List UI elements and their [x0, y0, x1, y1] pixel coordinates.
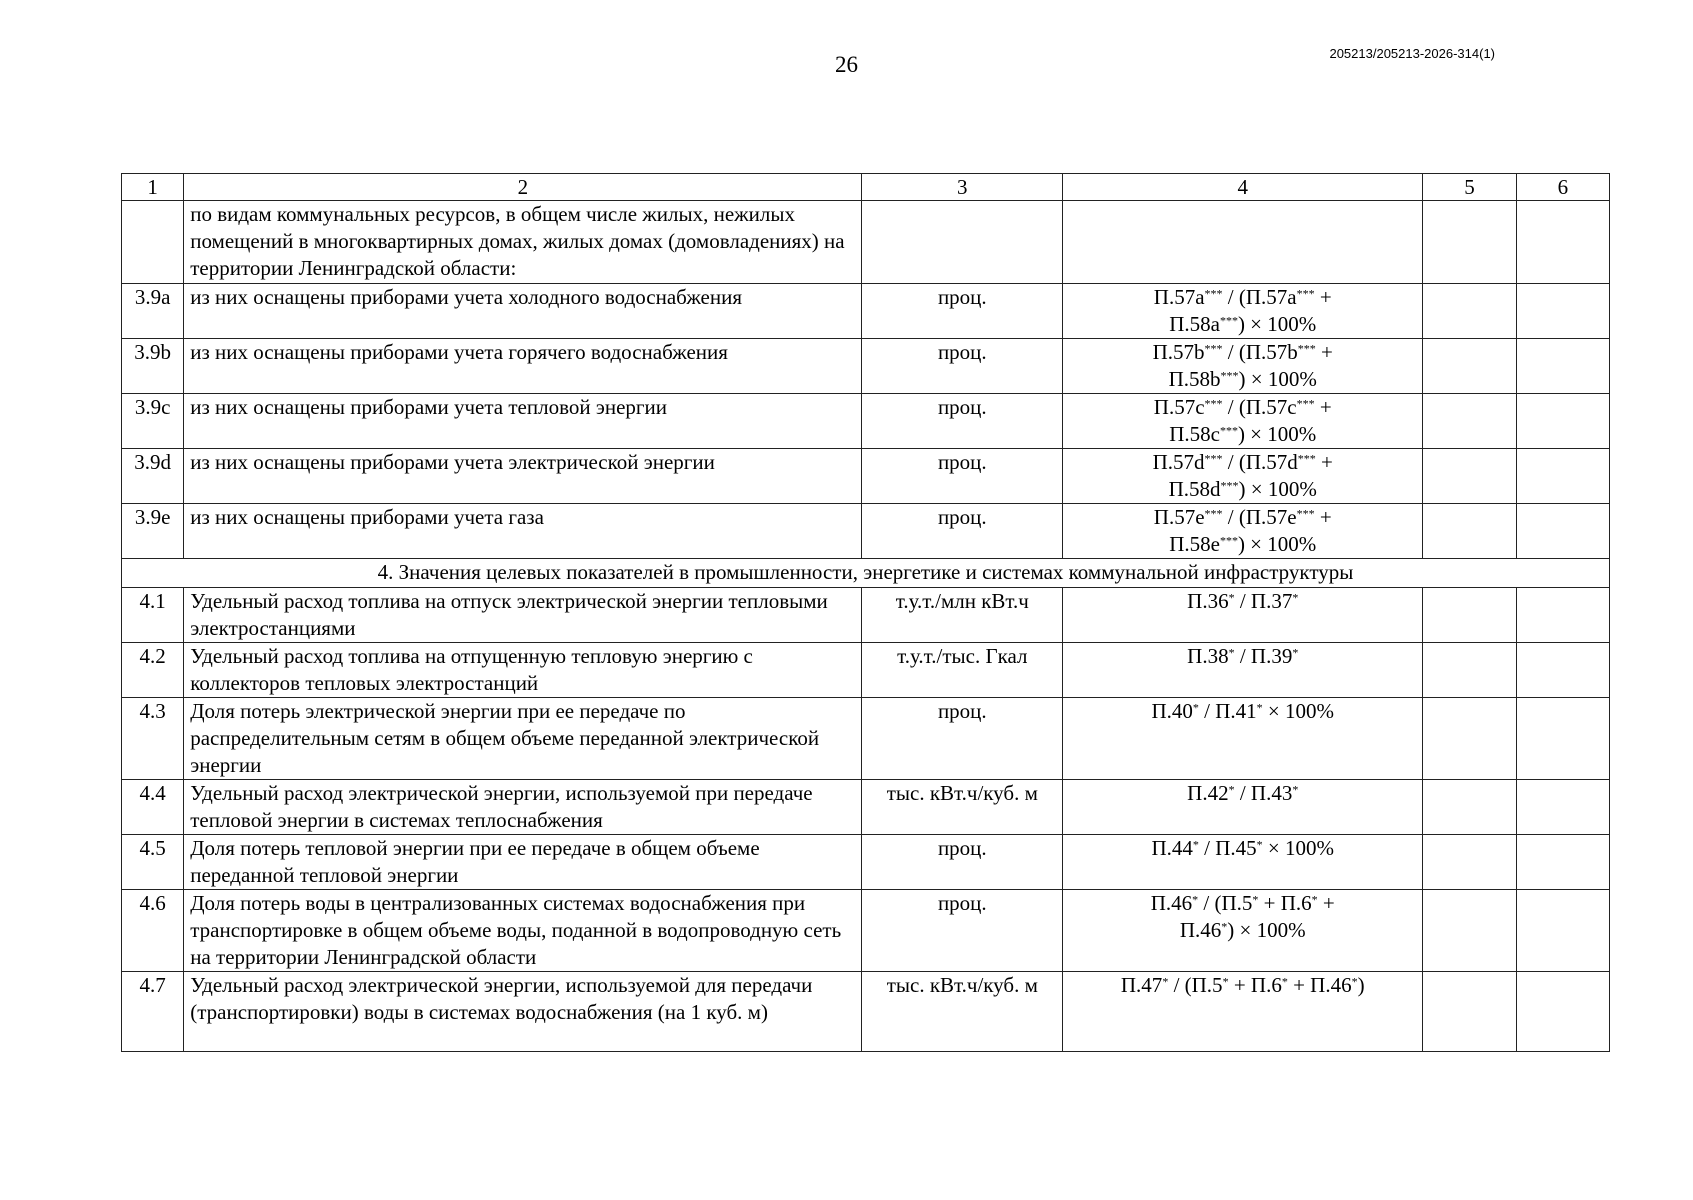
footnote-mark: *	[1292, 782, 1299, 797]
table-row	[122, 835, 1610, 890]
formula-part: ) × 100%	[1237, 422, 1317, 446]
formula-part: П.46	[1179, 918, 1222, 942]
column-header: 5	[1423, 174, 1516, 201]
formula-part: П.38	[1187, 644, 1229, 668]
table-row	[122, 698, 1610, 780]
formula-part: ) × 100%	[1237, 532, 1317, 556]
row-number: 3.9d	[122, 449, 184, 504]
footnote-mark: *	[1192, 700, 1199, 715]
indicator-name: Удельный расход электрической энергии, используемой для передачи (транспортировки) воды в системах водоснабжения (на 1 куб. м)	[184, 972, 862, 1052]
formula-part: + П.46	[1287, 973, 1352, 997]
row-number: 4.3	[122, 698, 184, 780]
page-number: 26	[835, 52, 858, 77]
footnote-mark: *	[1221, 919, 1228, 934]
column-number-row	[122, 174, 1610, 201]
footnote-mark: *	[1252, 892, 1259, 907]
formula-part: П.57e	[1153, 505, 1205, 529]
indicator-name: Доля потерь воды в централизованных системах водоснабжения при транспортировке в общем объеме воды, поданной в водопроводную сеть на территории Ленинградской области	[184, 890, 862, 972]
footnote-mark: *	[1292, 590, 1299, 605]
calculation-formula	[1063, 780, 1423, 835]
formula-part: П.47	[1120, 973, 1163, 997]
formula-part: П.57a	[1153, 285, 1205, 309]
footnote-mark: ***	[1219, 533, 1238, 548]
row-number: 4.2	[122, 643, 184, 698]
row-number: 4.4	[122, 780, 184, 835]
footnote-mark: ***	[1296, 286, 1315, 301]
table-row	[122, 504, 1610, 559]
table-row	[122, 449, 1610, 504]
unit-of-measure: проц.	[862, 394, 1063, 449]
calculation-formula	[1063, 504, 1423, 559]
row-number: 4.5	[122, 835, 184, 890]
formula-part: П.58d	[1168, 477, 1221, 501]
formula-part: / (П.57c	[1222, 395, 1297, 419]
column-header: 4	[1063, 174, 1423, 201]
empty-cell	[1516, 339, 1609, 394]
footnote-mark: ***	[1219, 313, 1238, 328]
footnote-mark: *	[1228, 645, 1235, 660]
indicator-name: из них оснащены приборами учета тепловой энергии	[184, 394, 862, 449]
empty-cell	[1423, 972, 1516, 1052]
footnote-mark: *	[1228, 782, 1235, 797]
unit-of-measure: проц.	[862, 698, 1063, 780]
indicator-name: Удельный расход топлива на отпуск электрической энергии тепловыми электростанциями	[184, 588, 862, 643]
footnote-mark: *	[1281, 974, 1288, 989]
unit-of-measure: тыс. кВт.ч/куб. м	[862, 780, 1063, 835]
footnote-mark: ***	[1204, 396, 1223, 411]
table-row	[122, 394, 1610, 449]
table-row	[122, 890, 1610, 972]
calculation-formula	[1063, 284, 1423, 339]
continuation-row	[122, 201, 1610, 284]
empty-cell	[1516, 201, 1609, 284]
empty-cell	[1423, 698, 1516, 780]
footnote-mark: *	[1351, 974, 1358, 989]
formula-part: +	[1314, 285, 1332, 309]
unit-of-measure: проц.	[862, 835, 1063, 890]
empty-cell	[1516, 449, 1609, 504]
section-header-row	[122, 559, 1610, 588]
section-title: 4. Значения целевых показателей в промышленности, энергетике и системах коммунальной инфраструктуры	[122, 559, 1610, 588]
calculation-formula	[1063, 643, 1423, 698]
formula-part: × 100%	[1262, 699, 1334, 723]
empty-cell	[1423, 780, 1516, 835]
formula-part: ) × 100%	[1237, 312, 1317, 336]
row-number: 4.6	[122, 890, 184, 972]
footnote-mark: *	[1292, 645, 1299, 660]
table-row	[122, 339, 1610, 394]
empty-cell	[1516, 835, 1609, 890]
unit-of-measure: проц.	[862, 449, 1063, 504]
footnote-mark: *	[1222, 974, 1229, 989]
calculation-formula	[1063, 394, 1423, 449]
column-header: 3	[862, 174, 1063, 201]
formula-part: +	[1317, 891, 1335, 915]
indicator-name: из них оснащены приборами учета холодного водоснабжения	[184, 284, 862, 339]
formula-part: +	[1315, 450, 1333, 474]
empty-cell	[1423, 284, 1516, 339]
footnote-mark: ***	[1204, 506, 1223, 521]
empty-cell	[1516, 780, 1609, 835]
formula-part: / (П.57d	[1222, 450, 1298, 474]
table-row	[122, 780, 1610, 835]
indicator-name: из них оснащены приборами учета газа	[184, 504, 862, 559]
empty-cell	[1516, 394, 1609, 449]
empty-cell	[1423, 201, 1516, 284]
footnote-mark: *	[1256, 837, 1263, 852]
unit-of-measure: т.у.т./млн кВт.ч	[862, 588, 1063, 643]
formula-part: П.42	[1187, 781, 1229, 805]
formula-part: П.58a	[1169, 312, 1220, 336]
formula-part: +	[1314, 505, 1332, 529]
formula-part: П.57b	[1152, 340, 1205, 364]
formula-part: / (П.57e	[1222, 505, 1297, 529]
indicator-name: Доля потерь тепловой энергии при ее передаче в общем объеме переданной тепловой энергии	[184, 835, 862, 890]
footnote-mark: *	[1192, 892, 1199, 907]
empty-cell	[1423, 588, 1516, 643]
unit-cell	[862, 201, 1063, 284]
indicator-name: из них оснащены приборами учета горячего водоснабжения	[184, 339, 862, 394]
empty-cell	[1516, 643, 1609, 698]
formula-part: +	[1315, 340, 1333, 364]
formula-part: / (П.5	[1168, 973, 1223, 997]
indicator-name: Удельный расход топлива на отпущенную тепловую энергию с коллекторов тепловых электростанций	[184, 643, 862, 698]
formula-part: / П.37	[1234, 589, 1293, 613]
row-number: 4.1	[122, 588, 184, 643]
formula-part: П.44	[1151, 836, 1193, 860]
unit-of-measure: проц.	[862, 504, 1063, 559]
indicators-table	[121, 173, 1610, 1052]
row-number: 3.9a	[122, 284, 184, 339]
footnote-mark: ***	[1204, 286, 1223, 301]
document-id: 205213/205213-2026-314(1)	[1329, 46, 1495, 61]
empty-cell	[1423, 835, 1516, 890]
empty-cell	[1516, 284, 1609, 339]
footnote-mark: ***	[1204, 341, 1223, 356]
footnote-mark: ***	[1297, 451, 1316, 466]
formula-part: П.57c	[1153, 395, 1205, 419]
formula-part: / (П.57b	[1222, 340, 1298, 364]
formula-part: / (П.5	[1198, 891, 1253, 915]
table-row	[122, 643, 1610, 698]
footnote-mark: *	[1228, 590, 1235, 605]
footnote-mark: ***	[1204, 451, 1223, 466]
empty-cell	[1423, 449, 1516, 504]
unit-of-measure: проц.	[862, 284, 1063, 339]
formula-part: П.46	[1150, 891, 1193, 915]
row-number: 3.9e	[122, 504, 184, 559]
footnote-mark: ***	[1296, 396, 1315, 411]
formula-part: П.58e	[1169, 532, 1220, 556]
unit-of-measure: проц.	[862, 339, 1063, 394]
formula-part: / (П.57a	[1222, 285, 1297, 309]
calculation-formula	[1063, 890, 1423, 972]
footnote-mark: *	[1192, 837, 1199, 852]
empty-cell	[1516, 698, 1609, 780]
empty-cell	[1516, 890, 1609, 972]
formula-part: П.57d	[1152, 450, 1205, 474]
empty-cell	[1423, 643, 1516, 698]
empty-cell	[1423, 504, 1516, 559]
indicator-name: Доля потерь электрической энергии при ее передаче по распределительным сетям в общем объеме переданной электрической энергии	[184, 698, 862, 780]
calculation-formula	[1063, 588, 1423, 643]
unit-of-measure: тыс. кВт.ч/куб. м	[862, 972, 1063, 1052]
formula-part: + П.6	[1258, 891, 1312, 915]
continuation-text: по видам коммунальных ресурсов, в общем числе жилых, нежилых помещений в многоквартирных домах, жилых домах (домовладениях) на территории Ленинградской области:	[184, 201, 862, 284]
table-row	[122, 588, 1610, 643]
footnote-mark: ***	[1220, 478, 1239, 493]
calculation-formula	[1063, 972, 1423, 1052]
footnote-mark: ***	[1219, 423, 1238, 438]
empty-cell	[1423, 339, 1516, 394]
row-number: 3.9b	[122, 339, 184, 394]
unit-of-measure: проц.	[862, 890, 1063, 972]
table-row	[122, 284, 1610, 339]
calculation-formula	[1063, 698, 1423, 780]
formula-part: П.58c	[1169, 422, 1220, 446]
number-cell	[122, 201, 184, 284]
formula-part: )	[1357, 973, 1365, 997]
calculation-formula	[1063, 339, 1423, 394]
column-header: 2	[184, 174, 862, 201]
formula-part: / П.43	[1234, 781, 1293, 805]
formula-part: П.58b	[1168, 367, 1221, 391]
formula-part: / П.45	[1198, 836, 1257, 860]
empty-cell	[1516, 504, 1609, 559]
footnote-mark: *	[1311, 892, 1318, 907]
formula-part: ) × 100%	[1227, 918, 1306, 942]
formula-cell	[1063, 201, 1423, 284]
footnote-mark: ***	[1220, 368, 1239, 383]
formula-part: × 100%	[1262, 836, 1334, 860]
formula-part: ) × 100%	[1238, 367, 1317, 391]
footnote-mark: *	[1256, 700, 1263, 715]
formula-part: П.40	[1151, 699, 1193, 723]
indicator-name: из них оснащены приборами учета электрической энергии	[184, 449, 862, 504]
column-header: 6	[1516, 174, 1609, 201]
empty-cell	[1423, 890, 1516, 972]
column-header: 1	[122, 174, 184, 201]
empty-cell	[1516, 588, 1609, 643]
calculation-formula	[1063, 835, 1423, 890]
formula-part: / П.39	[1234, 644, 1293, 668]
formula-part: / П.41	[1198, 699, 1257, 723]
footnote-mark: ***	[1296, 506, 1315, 521]
formula-part: П.36	[1187, 589, 1229, 613]
empty-cell	[1516, 972, 1609, 1052]
formula-part: + П.6	[1228, 973, 1282, 997]
empty-cell	[1423, 394, 1516, 449]
calculation-formula	[1063, 449, 1423, 504]
formula-part: ) × 100%	[1238, 477, 1317, 501]
unit-of-measure: т.у.т./тыс. Гкал	[862, 643, 1063, 698]
row-number: 4.7	[122, 972, 184, 1052]
indicator-name: Удельный расход электрической энергии, используемой при передаче тепловой энергии в системах теплоснабжения	[184, 780, 862, 835]
formula-part: +	[1314, 395, 1332, 419]
footnote-mark: *	[1162, 974, 1169, 989]
row-number: 3.9c	[122, 394, 184, 449]
footnote-mark: ***	[1297, 341, 1316, 356]
table-row	[122, 972, 1610, 1052]
